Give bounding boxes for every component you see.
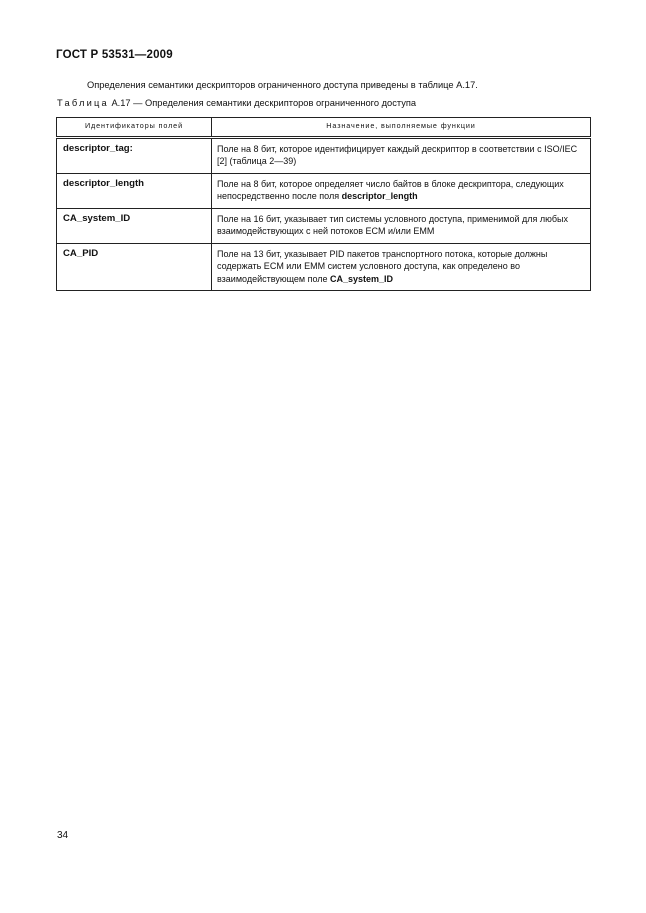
- table-row: [57, 243, 591, 291]
- field-description: [212, 243, 591, 291]
- intro-paragraph: Определения семантики дескрипторов ограниченного доступа приведены в таблице А.17.: [87, 80, 478, 90]
- table-row: [57, 208, 591, 243]
- table-row: [57, 137, 591, 173]
- description-bold-term: descriptor_length: [341, 191, 418, 201]
- field-description: [212, 208, 591, 243]
- field-name: descriptor_length: [57, 173, 212, 208]
- field-description: [212, 137, 591, 173]
- description-text: Поле на 13 бит, указывает PID пакетов транспортного потока, которые должны содержать ECM или EMM систем условного доступа, как определено во взаимодействующем поле: [217, 248, 548, 284]
- page-number: 34: [57, 830, 69, 841]
- table-caption-label: Таблица: [57, 98, 109, 108]
- description-text: Поле на 8 бит, которое идентифицирует каждый дескриптор в соответствии с ISO/IEC [2] (таблица 2—39): [217, 143, 578, 166]
- field-description: [212, 173, 591, 208]
- description-text: Поле на 8 бит, которое определяет число байтов в блоке дескриптора, следующих непосредственно после поля: [217, 178, 564, 201]
- table-header-row: [57, 118, 591, 138]
- header-purpose: Назначение, выполняемые функции: [212, 118, 591, 138]
- header-field-identifiers: Идентификаторы полей: [57, 118, 212, 138]
- field-name: CA_system_ID: [57, 208, 212, 243]
- standard-number: ГОСТ Р 53531—2009: [56, 49, 173, 61]
- table-row: [57, 173, 591, 208]
- descriptor-semantics-table: [56, 117, 591, 291]
- table-caption-text: А.17 — Определения семантики дескрипторов ограниченного доступа: [111, 98, 417, 108]
- field-name: CA_PID: [57, 243, 212, 291]
- field-name: descriptor_tag:: [57, 137, 212, 173]
- description-text: Поле на 16 бит, указывает тип системы условного доступа, применимой для любых взаимодействующих с ней потоков ECM и/или EMM: [217, 213, 568, 236]
- table-caption: [57, 98, 416, 108]
- description-bold-term: CA_system_ID: [330, 273, 394, 284]
